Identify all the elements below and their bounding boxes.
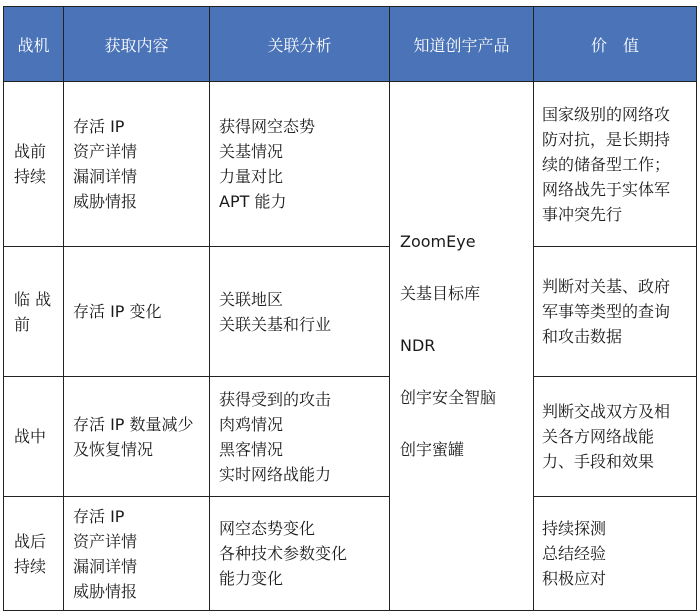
analysis-item: 网空态势变化 xyxy=(219,519,316,538)
analysis-item: 获得受到的攻击 xyxy=(219,389,332,409)
acquire-item: 存活 IP xyxy=(73,506,125,526)
value-cell xyxy=(534,82,697,247)
product-item: NDR xyxy=(400,336,436,355)
value-line: 国家级别的网络攻 xyxy=(542,104,671,124)
value-line: 网络战先于实体军 xyxy=(542,179,671,199)
analysis-item: 实时网络战能力 xyxy=(219,464,332,484)
stage-text: 持续 xyxy=(14,556,47,576)
product-item: 创宇安全智脑 xyxy=(400,388,497,407)
stage-text: 战中 xyxy=(14,427,47,446)
stage-cell xyxy=(4,497,64,611)
stage-text: 战后 xyxy=(14,531,47,551)
acquire-item: 存活 IP 数量减少 xyxy=(73,414,194,434)
analysis-item: 关联关基和行业 xyxy=(219,314,332,334)
value-cell xyxy=(534,497,697,611)
product-item: ZoomEye xyxy=(400,232,476,251)
acquire-cell xyxy=(64,247,210,377)
analysis-item: 关联地区 xyxy=(219,289,284,309)
stage-cell xyxy=(4,82,64,247)
header-analysis: 关联分析 xyxy=(210,7,390,82)
stage-text: 战前 xyxy=(14,142,47,161)
value-line: 关各方网络战能 xyxy=(542,427,655,446)
value-cell xyxy=(534,247,697,377)
analysis-cell xyxy=(210,497,390,611)
value-line: 积极应对 xyxy=(542,569,607,588)
table-row xyxy=(4,247,697,377)
acquire-item: 存活 IP 变化 xyxy=(73,302,162,321)
acquire-item: 资产详情 xyxy=(73,142,138,161)
stage-text: 临 战 xyxy=(14,289,52,309)
analysis-item: 肉鸡情况 xyxy=(219,414,284,434)
stage-cell xyxy=(4,377,64,497)
table-row xyxy=(4,497,697,611)
product-item: 创宇蜜罐 xyxy=(400,440,465,459)
value-line: 续的储备型工作； xyxy=(542,154,671,174)
acquire-item: 威胁情报 xyxy=(73,581,138,601)
value-line: 总结经验 xyxy=(542,544,607,563)
header-products: 知道创宇产品 xyxy=(390,7,534,82)
analysis-cell xyxy=(210,377,390,497)
acquire-item: 漏洞详情 xyxy=(73,167,138,186)
acquire-cell xyxy=(64,377,210,497)
value-line: 判断交战双方及相 xyxy=(542,402,671,421)
analysis-cell xyxy=(210,82,390,247)
value-line: 军事等类型的查询 xyxy=(542,302,671,321)
header-value: 价 值 xyxy=(534,7,697,82)
products-cell xyxy=(390,82,534,611)
header-row xyxy=(4,7,697,82)
stage-cell xyxy=(4,247,64,377)
value-line: 和攻击数据 xyxy=(542,327,623,346)
analysis-item: 各种技术参数变化 xyxy=(219,544,348,563)
acquire-item: 威胁情报 xyxy=(73,192,138,211)
value-line: 力、手段和效果 xyxy=(542,452,655,471)
acquire-item: 及恢复情况 xyxy=(73,439,154,459)
acquire-cell xyxy=(64,82,210,247)
table-row xyxy=(4,82,697,247)
analysis-item: 能力变化 xyxy=(219,569,284,588)
value-line: 持续探测 xyxy=(542,519,607,538)
analysis-item: 获得网空态势 xyxy=(219,117,316,136)
analysis-item: 黑客情况 xyxy=(219,439,284,459)
analysis-item: 力量对比 xyxy=(219,167,284,186)
analysis-item: APT 能力 xyxy=(219,192,287,211)
header-acquire: 获取内容 xyxy=(64,7,210,82)
stage-text: 持续 xyxy=(14,167,47,186)
acquire-item: 存活 IP xyxy=(73,117,125,136)
product-item: 关基目标库 xyxy=(400,284,481,303)
value-line: 事冲突先行 xyxy=(542,204,623,224)
stage-text: 前 xyxy=(14,314,31,334)
value-line: 防对抗，是长期持 xyxy=(542,129,671,149)
strategy-table xyxy=(3,6,697,611)
table-row xyxy=(4,377,697,497)
acquire-item: 资产详情 xyxy=(73,531,138,551)
value-line: 判断对关基、政府 xyxy=(542,277,671,296)
acquire-cell xyxy=(64,497,210,611)
value-cell xyxy=(534,377,697,497)
header-stage: 战机 xyxy=(4,7,64,82)
analysis-cell xyxy=(210,247,390,377)
acquire-item: 漏洞详情 xyxy=(73,556,138,576)
analysis-item: 关基情况 xyxy=(219,142,284,161)
